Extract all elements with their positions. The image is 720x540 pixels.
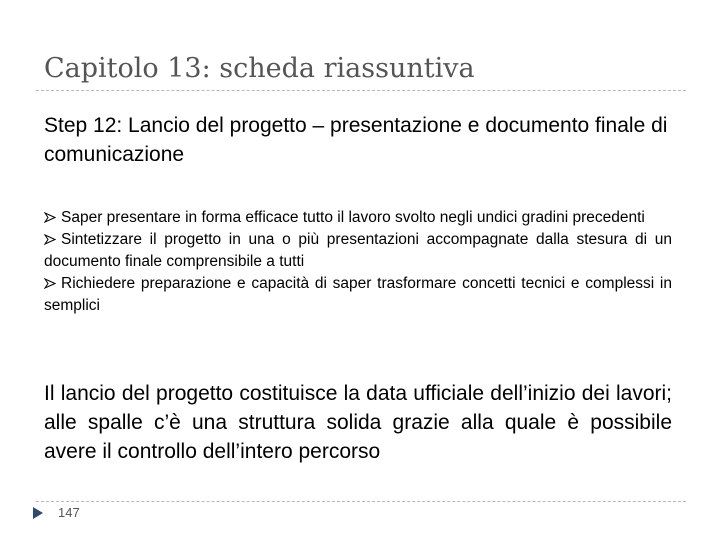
closing-paragraph: Il lancio del progetto costituisce la data ufficiale dell’inizio dei lavori; alle spalle c’è una struttura solida grazie alla quale è possibile avere il controllo dell’intero percorso [44,382,672,463]
step-heading: Step 12: Lancio del progetto – presentazione e documento finale di comunicazione [44,114,668,166]
bullet-item [44,207,672,229]
bullet-text: Saper presentare in forma efficace tutto il lavoro svolto negli undici gradini precedenti [61,209,645,226]
arrowhead-bullet-icon [44,234,56,245]
page-number: 147 [58,505,80,520]
triangle-marker-icon [32,506,44,520]
bullet-text: Sintetizzare il progetto in una o più presentazioni accompagnate dalla stesura di un documento finale comprensibile a tutti [44,231,672,270]
bullet-text: Richiedere preparazione e capacità di saper trasformare concetti tecnici e complessi in semplici [44,275,672,314]
arrowhead-bullet-icon [44,278,56,289]
title-divider [36,90,686,91]
bullet-list [44,207,672,317]
footer-divider [36,501,686,502]
slide-title: Capitolo 13: scheda riassuntiva [44,53,475,84]
bullet-item [44,229,672,273]
arrowhead-bullet-icon [44,212,56,223]
bullet-item [44,273,672,317]
